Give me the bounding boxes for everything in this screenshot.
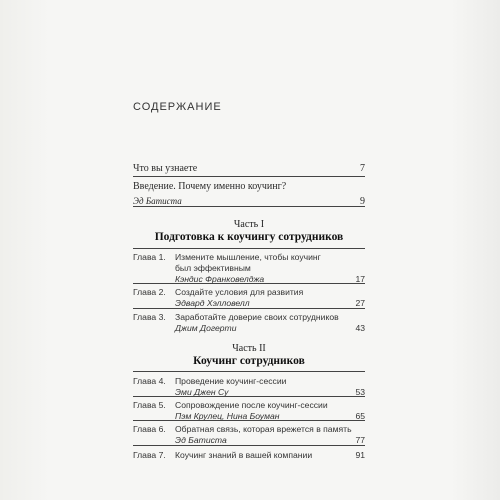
chapter-page-number: 27 (355, 298, 365, 308)
chapter-author: Эд Батиста (175, 435, 227, 445)
chapter-label: Глава 6. (133, 424, 166, 434)
divider (133, 420, 365, 421)
entry-author: Эд Батиста (133, 196, 182, 206)
chapter-author: Эми Джен Су (175, 387, 229, 397)
divider (133, 176, 365, 177)
toc-entry-what-you-learn (133, 163, 365, 175)
chapter-page-number: 77 (355, 435, 365, 445)
chapter-label: Глава 3. (133, 312, 166, 322)
divider (133, 283, 365, 284)
toc-chapter (133, 312, 365, 334)
toc-chapter (133, 400, 365, 422)
chapter-label: Глава 1. (133, 252, 166, 262)
chapter-title: Измените мышление, чтобы коучинг был эффективным (175, 252, 321, 273)
chapter-author: Эдвард Хэлловелл (175, 298, 250, 308)
part-title: Коучинг сотрудников (193, 355, 305, 367)
chapter-title: Обратная связь, которая врежется в память (175, 424, 352, 434)
divider (133, 445, 365, 446)
part-label: Часть II (232, 343, 266, 354)
chapter-title: Сопровождение после коучинг-сессии (175, 400, 328, 410)
toc-chapter (133, 424, 365, 446)
chapter-title: Проведение коучинг-сессии (175, 376, 287, 386)
chapter-page-number: 65 (355, 411, 365, 421)
part-title: Подготовка к коучингу сотрудников (154, 231, 344, 243)
chapter-page-number: 43 (355, 323, 365, 333)
toc-entry-introduction (133, 181, 365, 208)
toc-chapter (133, 376, 365, 398)
toc-chapter (133, 252, 365, 285)
toc-heading: СОДЕРЖАНИЕ (133, 101, 222, 113)
chapter-title: Коучинг знаний в вашей компании (175, 450, 313, 460)
divider (133, 396, 365, 397)
chapter-title: Создайте условия для развития (175, 287, 304, 297)
divider (133, 308, 365, 309)
divider (133, 371, 365, 372)
entry-page-number: 7 (360, 163, 365, 174)
chapter-author: Кэндис Франковелджа (175, 274, 265, 284)
chapter-page-number: 53 (355, 387, 365, 397)
chapter-label: Глава 5. (133, 400, 166, 410)
chapter-title: Заработайте доверие своих сотрудников (175, 312, 339, 322)
chapter-author: Джим Догерти (175, 323, 237, 333)
chapter-page-number: 91 (355, 450, 365, 460)
entry-page-number: 9 (360, 196, 365, 207)
part-label: Часть I (233, 219, 265, 230)
chapter-page-number: 17 (355, 274, 365, 284)
chapter-label: Глава 2. (133, 287, 166, 297)
chapter-label: Глава 7. (133, 450, 166, 460)
chapter-label: Глава 4. (133, 376, 166, 386)
chapter-author: Пэм Крулец, Нина Боуман (175, 411, 280, 421)
toc-chapter (133, 450, 365, 461)
divider (133, 248, 365, 249)
entry-title: Что вы узнаете (133, 163, 198, 174)
divider (133, 206, 365, 207)
entry-title: Введение. Почему именно коучинг? (133, 181, 287, 192)
toc-chapter (133, 287, 365, 309)
